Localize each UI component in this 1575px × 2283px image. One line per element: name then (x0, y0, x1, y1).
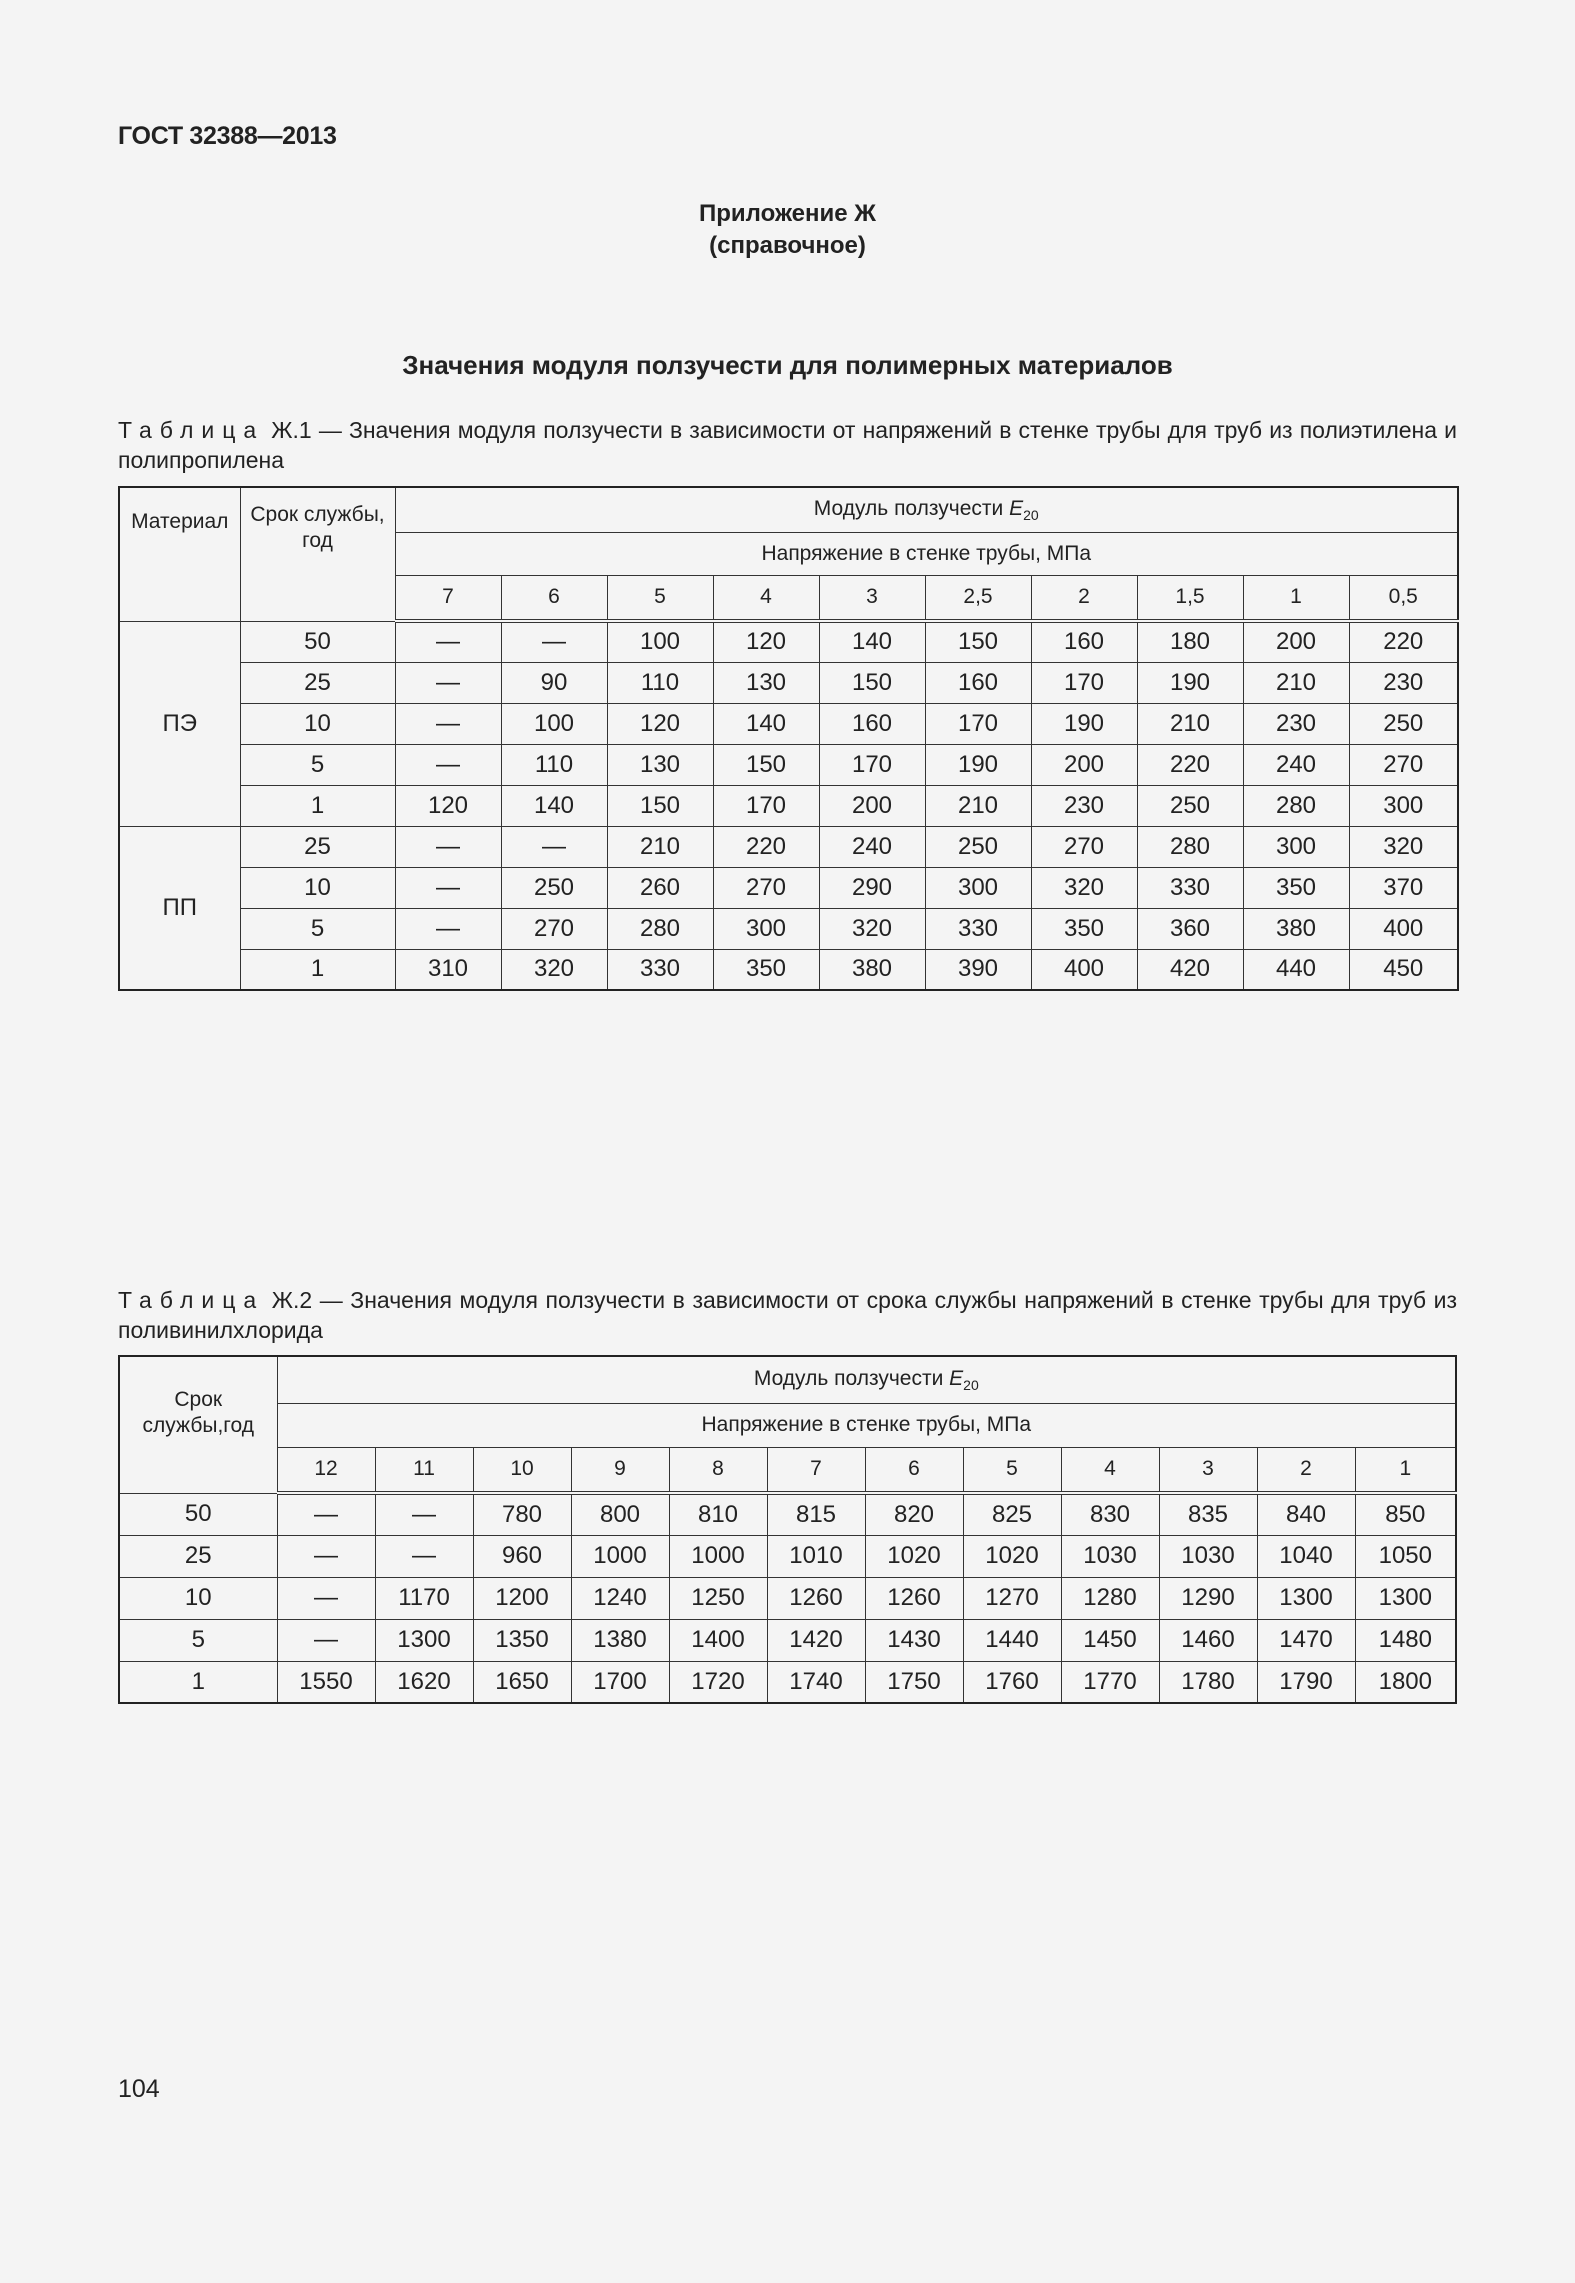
table1-service-life-cell: 10 (240, 867, 395, 908)
table1-stress-header-cell: 6 (501, 575, 607, 621)
table2-value-cell: 825 (963, 1493, 1061, 1535)
table2-stress-header-cell: 11 (375, 1447, 473, 1493)
table2-value-cell: 1750 (865, 1661, 963, 1703)
table-row (119, 949, 1458, 990)
table1-value-cell: 200 (819, 785, 925, 826)
table1-value-cell: 150 (925, 621, 1031, 662)
table1-value-cell: 250 (501, 867, 607, 908)
table1-value-cell: — (395, 662, 501, 703)
annex-subtitle: (справочное) (709, 232, 866, 259)
table1-caption (118, 415, 1457, 475)
table2-value-cell: 780 (473, 1493, 571, 1535)
table1-value-cell: 150 (819, 662, 925, 703)
table1-value-cell: 160 (1031, 621, 1137, 662)
table-row (119, 1619, 1456, 1661)
table1-value-cell: 230 (1349, 662, 1458, 703)
table1-value-cell: 250 (1349, 703, 1458, 744)
table2-stress-header-cell: 9 (571, 1447, 669, 1493)
document-code: ГОСТ 32388—2013 (118, 122, 337, 150)
table1-value-cell: 390 (925, 949, 1031, 990)
table2-value-cell: 1040 (1257, 1535, 1355, 1577)
table2-value-cell: 1400 (669, 1619, 767, 1661)
table1-stress-header-cell: 0,5 (1349, 575, 1458, 621)
table1-value-cell: 170 (1031, 662, 1137, 703)
table1-value-cell: 180 (1137, 621, 1243, 662)
table1-value-cell: 160 (925, 662, 1031, 703)
table2-value-cell: 1300 (1257, 1577, 1355, 1619)
table1-value-cell: 90 (501, 662, 607, 703)
table1-value-cell: 440 (1243, 949, 1349, 990)
table1-value-cell: — (395, 703, 501, 744)
table1-creep-modulus-pe-pp (118, 486, 1459, 991)
table2-service-life-cell: 5 (119, 1619, 277, 1661)
table1-value-cell: 360 (1137, 908, 1243, 949)
table1-modulus-label: Модуль ползучести (813, 496, 1010, 520)
table1-service-life-cell: 5 (240, 744, 395, 785)
table2-value-cell: — (277, 1619, 375, 1661)
table2-value-cell: 1380 (571, 1619, 669, 1661)
table2-stress-header-cell: 2 (1257, 1447, 1355, 1493)
table2-value-cell: 1270 (963, 1577, 1061, 1619)
table1-value-cell: 350 (1243, 867, 1349, 908)
table2-value-cell: 1650 (473, 1661, 571, 1703)
table-row (119, 621, 1458, 662)
table1-header-material: Материал (119, 487, 240, 621)
table1-value-cell: 320 (501, 949, 607, 990)
table1-value-cell: 310 (395, 949, 501, 990)
table2-value-cell: 1020 (963, 1535, 1061, 1577)
table1-value-cell: 130 (713, 662, 819, 703)
table2-service-life-cell: 10 (119, 1577, 277, 1619)
table-row (119, 1535, 1456, 1577)
table1-value-cell: 170 (925, 703, 1031, 744)
table1-service-life-cell: 25 (240, 662, 395, 703)
table-row (119, 785, 1458, 826)
table2-value-cell: 1440 (963, 1619, 1061, 1661)
table2-stress-header-cell: 6 (865, 1447, 963, 1493)
table-row (119, 867, 1458, 908)
table1-value-cell: 380 (1243, 908, 1349, 949)
table2-value-cell: 1290 (1159, 1577, 1257, 1619)
table2-value-cell: 1780 (1159, 1661, 1257, 1703)
table1-value-cell: — (395, 867, 501, 908)
table1-header-service-life: Срок службы, год (240, 487, 395, 621)
table1-value-cell: 100 (607, 621, 713, 662)
table1-value-cell: 210 (607, 826, 713, 867)
table1-value-cell: 230 (1031, 785, 1137, 826)
table1-header-modulus (395, 487, 1458, 532)
table2-value-cell: — (277, 1535, 375, 1577)
table1-value-cell: 250 (1137, 785, 1243, 826)
table2-value-cell: 810 (669, 1493, 767, 1535)
table1-value-cell: 200 (1031, 744, 1137, 785)
annex-title: Приложение Ж (699, 200, 876, 227)
table2-caption (118, 1285, 1457, 1345)
table1-value-cell: — (501, 621, 607, 662)
table2-value-cell: 1020 (865, 1535, 963, 1577)
table2-value-cell: 850 (1355, 1493, 1456, 1535)
table2-value-cell: 1170 (375, 1577, 473, 1619)
table2-creep-modulus-pvc (118, 1355, 1457, 1704)
table2-value-cell: 1250 (669, 1577, 767, 1619)
table1-value-cell: 250 (925, 826, 1031, 867)
table2-header-stress: Напряжение в стенке трубы, МПа (277, 1403, 1456, 1447)
table2-value-cell: 1050 (1355, 1535, 1456, 1577)
table2-modulus-sub: 20 (963, 1376, 979, 1393)
table1-value-cell: 140 (713, 703, 819, 744)
table2-value-cell: 1260 (767, 1577, 865, 1619)
table1-value-cell: 100 (501, 703, 607, 744)
table2-stress-header-cell: 7 (767, 1447, 865, 1493)
table-row (119, 1661, 1456, 1703)
table1-value-cell: 300 (713, 908, 819, 949)
table1-value-cell: 280 (607, 908, 713, 949)
table-row (119, 908, 1458, 949)
table1-value-cell: 210 (925, 785, 1031, 826)
table2-value-cell: 835 (1159, 1493, 1257, 1535)
table2-value-cell: 830 (1061, 1493, 1159, 1535)
table2-value-cell: 840 (1257, 1493, 1355, 1535)
table1-caption-prefix: Таблица (118, 417, 265, 443)
table1-stress-header-cell: 1,5 (1137, 575, 1243, 621)
table2-value-cell: 1030 (1159, 1535, 1257, 1577)
table1-value-cell: 350 (713, 949, 819, 990)
table1-value-cell: 270 (1349, 744, 1458, 785)
table2-value-cell: — (277, 1493, 375, 1535)
table2-value-cell: 1720 (669, 1661, 767, 1703)
table1-value-cell: 320 (1031, 867, 1137, 908)
page-number: 104 (118, 2075, 160, 2103)
table2-header-service-life: Срок службы,год (119, 1356, 277, 1493)
table2-value-cell: 1800 (1355, 1661, 1456, 1703)
table1-service-life-cell: 10 (240, 703, 395, 744)
table1-value-cell: 280 (1243, 785, 1349, 826)
table2-stress-header-cell: 5 (963, 1447, 1061, 1493)
table2-value-cell: 1480 (1355, 1619, 1456, 1661)
table1-value-cell: 210 (1137, 703, 1243, 744)
table1-service-life-cell: 1 (240, 949, 395, 990)
table1-value-cell: 280 (1137, 826, 1243, 867)
table1-stress-header-cell: 5 (607, 575, 713, 621)
table2-stress-header-cell: 10 (473, 1447, 571, 1493)
table1-value-cell: 190 (1137, 662, 1243, 703)
table1-service-life-cell: 1 (240, 785, 395, 826)
table1-header-stress: Напряжение в стенке трубы, МПа (395, 532, 1458, 575)
table2-value-cell: 1620 (375, 1661, 473, 1703)
table1-value-cell: — (395, 621, 501, 662)
annex-heading (0, 198, 1575, 262)
table1-stress-header-cell: 2 (1031, 575, 1137, 621)
table1-value-cell: 240 (1243, 744, 1349, 785)
section-title: Значения модуля ползучести для полимерных материалов (402, 350, 1173, 380)
table2-value-cell: 1280 (1061, 1577, 1159, 1619)
table1-value-cell: 150 (713, 744, 819, 785)
table2-value-cell: 1460 (1159, 1619, 1257, 1661)
table1-value-cell: 140 (501, 785, 607, 826)
table-row (119, 744, 1458, 785)
table1-value-cell: 220 (713, 826, 819, 867)
table2-caption-text: Ж.2 — Значения модуля ползучести в зависимости от срока службы напряжений в стенке трубы для труб из поливинилхлорида (118, 1287, 1457, 1343)
table1-value-cell: 320 (1349, 826, 1458, 867)
table2-stress-header-cell: 12 (277, 1447, 375, 1493)
table2-value-cell: 1790 (1257, 1661, 1355, 1703)
table1-stress-header-cell: 7 (395, 575, 501, 621)
table1-value-cell: 170 (713, 785, 819, 826)
table1-stress-header-cell: 4 (713, 575, 819, 621)
table1-value-cell: 350 (1031, 908, 1137, 949)
table2-value-cell: 1260 (865, 1577, 963, 1619)
table1-modulus-sub: 20 (1023, 506, 1039, 523)
table2-value-cell: 1770 (1061, 1661, 1159, 1703)
table2-value-cell: 1010 (767, 1535, 865, 1577)
table1-value-cell: 330 (925, 908, 1031, 949)
table1-value-cell: 370 (1349, 867, 1458, 908)
table1-value-cell: — (395, 908, 501, 949)
table2-value-cell: — (277, 1577, 375, 1619)
table2-value-cell: 1760 (963, 1661, 1061, 1703)
table-row (119, 662, 1458, 703)
table1-value-cell: 330 (607, 949, 713, 990)
table2-value-cell: 1420 (767, 1619, 865, 1661)
table1-value-cell: 260 (607, 867, 713, 908)
table1-value-cell: 120 (395, 785, 501, 826)
table2-value-cell: 1030 (1061, 1535, 1159, 1577)
table2-value-cell: 1300 (1355, 1577, 1456, 1619)
table2-service-life-cell: 50 (119, 1493, 277, 1535)
table2-value-cell: 1000 (669, 1535, 767, 1577)
table1-value-cell: 300 (925, 867, 1031, 908)
table1-modulus-symbol: E (1009, 496, 1024, 520)
table2-value-cell: 1430 (865, 1619, 963, 1661)
table1-value-cell: 220 (1137, 744, 1243, 785)
table1-value-cell: 270 (713, 867, 819, 908)
table2-service-life-cell: 25 (119, 1535, 277, 1577)
table2-value-cell: 1200 (473, 1577, 571, 1619)
table2-value-cell: — (375, 1493, 473, 1535)
table2-stress-header-cell: 4 (1061, 1447, 1159, 1493)
table2-modulus-symbol: E (949, 1366, 964, 1390)
table1-stress-header-cell: 3 (819, 575, 925, 621)
table1-value-cell: 210 (1243, 662, 1349, 703)
table1-value-cell: 190 (1031, 703, 1137, 744)
table2-stress-header-cell: 3 (1159, 1447, 1257, 1493)
table-row (119, 703, 1458, 744)
table-row (119, 1577, 1456, 1619)
table2-value-cell: 1350 (473, 1619, 571, 1661)
table2-value-cell: 1000 (571, 1535, 669, 1577)
table2-modulus-label: Модуль ползучести (753, 1366, 950, 1390)
table2-value-cell: 1450 (1061, 1619, 1159, 1661)
table1-value-cell: 240 (819, 826, 925, 867)
table2-value-cell: 800 (571, 1493, 669, 1535)
table1-value-cell: 190 (925, 744, 1031, 785)
table1-value-cell: 300 (1349, 785, 1458, 826)
table1-value-cell: — (501, 826, 607, 867)
table1-value-cell: 320 (819, 908, 925, 949)
table1-value-cell: 120 (713, 621, 819, 662)
table2-value-cell: 1550 (277, 1661, 375, 1703)
table2-value-cell: 820 (865, 1493, 963, 1535)
table1-value-cell: 120 (607, 703, 713, 744)
table1-value-cell: 330 (1137, 867, 1243, 908)
table2-value-cell: 1740 (767, 1661, 865, 1703)
table1-value-cell: 270 (1031, 826, 1137, 867)
table2-value-cell: 960 (473, 1535, 571, 1577)
table-row (119, 1493, 1456, 1535)
table2-value-cell: 815 (767, 1493, 865, 1535)
table2-stress-header-cell: 8 (669, 1447, 767, 1493)
table1-value-cell: 220 (1349, 621, 1458, 662)
table2-value-cell: — (375, 1535, 473, 1577)
table1-stress-header-cell: 1 (1243, 575, 1349, 621)
table1-value-cell: 380 (819, 949, 925, 990)
table-row (119, 826, 1458, 867)
table1-value-cell: 150 (607, 785, 713, 826)
table1-service-life-cell: 5 (240, 908, 395, 949)
table1-value-cell: 400 (1031, 949, 1137, 990)
table1-material-cell: ПП (119, 826, 240, 990)
table1-value-cell: 230 (1243, 703, 1349, 744)
table1-service-life-cell: 25 (240, 826, 395, 867)
table1-material-cell: ПЭ (119, 621, 240, 826)
table1-value-cell: 300 (1243, 826, 1349, 867)
table1-stress-header-cell: 2,5 (925, 575, 1031, 621)
table1-value-cell: — (395, 744, 501, 785)
table2-header-modulus (277, 1356, 1456, 1403)
table2-value-cell: 1700 (571, 1661, 669, 1703)
table1-service-life-cell: 50 (240, 621, 395, 662)
table1-value-cell: 160 (819, 703, 925, 744)
table1-value-cell: 110 (501, 744, 607, 785)
table1-value-cell: 140 (819, 621, 925, 662)
table2-value-cell: 1300 (375, 1619, 473, 1661)
table2-caption-prefix: Таблица (118, 1287, 265, 1313)
table2-value-cell: 1470 (1257, 1619, 1355, 1661)
table2-stress-header-cell: 1 (1355, 1447, 1456, 1493)
table1-value-cell: 200 (1243, 621, 1349, 662)
table1-value-cell: 170 (819, 744, 925, 785)
table1-value-cell: 420 (1137, 949, 1243, 990)
table2-service-life-cell: 1 (119, 1661, 277, 1703)
table1-value-cell: — (395, 826, 501, 867)
table1-value-cell: 400 (1349, 908, 1458, 949)
table1-caption-text: Ж.1 — Значения модуля ползучести в зависимости от напряжений в стенке трубы для труб из полиэтилена и полипропилена (118, 417, 1457, 473)
table1-value-cell: 290 (819, 867, 925, 908)
table1-value-cell: 450 (1349, 949, 1458, 990)
table1-value-cell: 110 (607, 662, 713, 703)
table2-value-cell: 1240 (571, 1577, 669, 1619)
table1-value-cell: 130 (607, 744, 713, 785)
table1-value-cell: 270 (501, 908, 607, 949)
